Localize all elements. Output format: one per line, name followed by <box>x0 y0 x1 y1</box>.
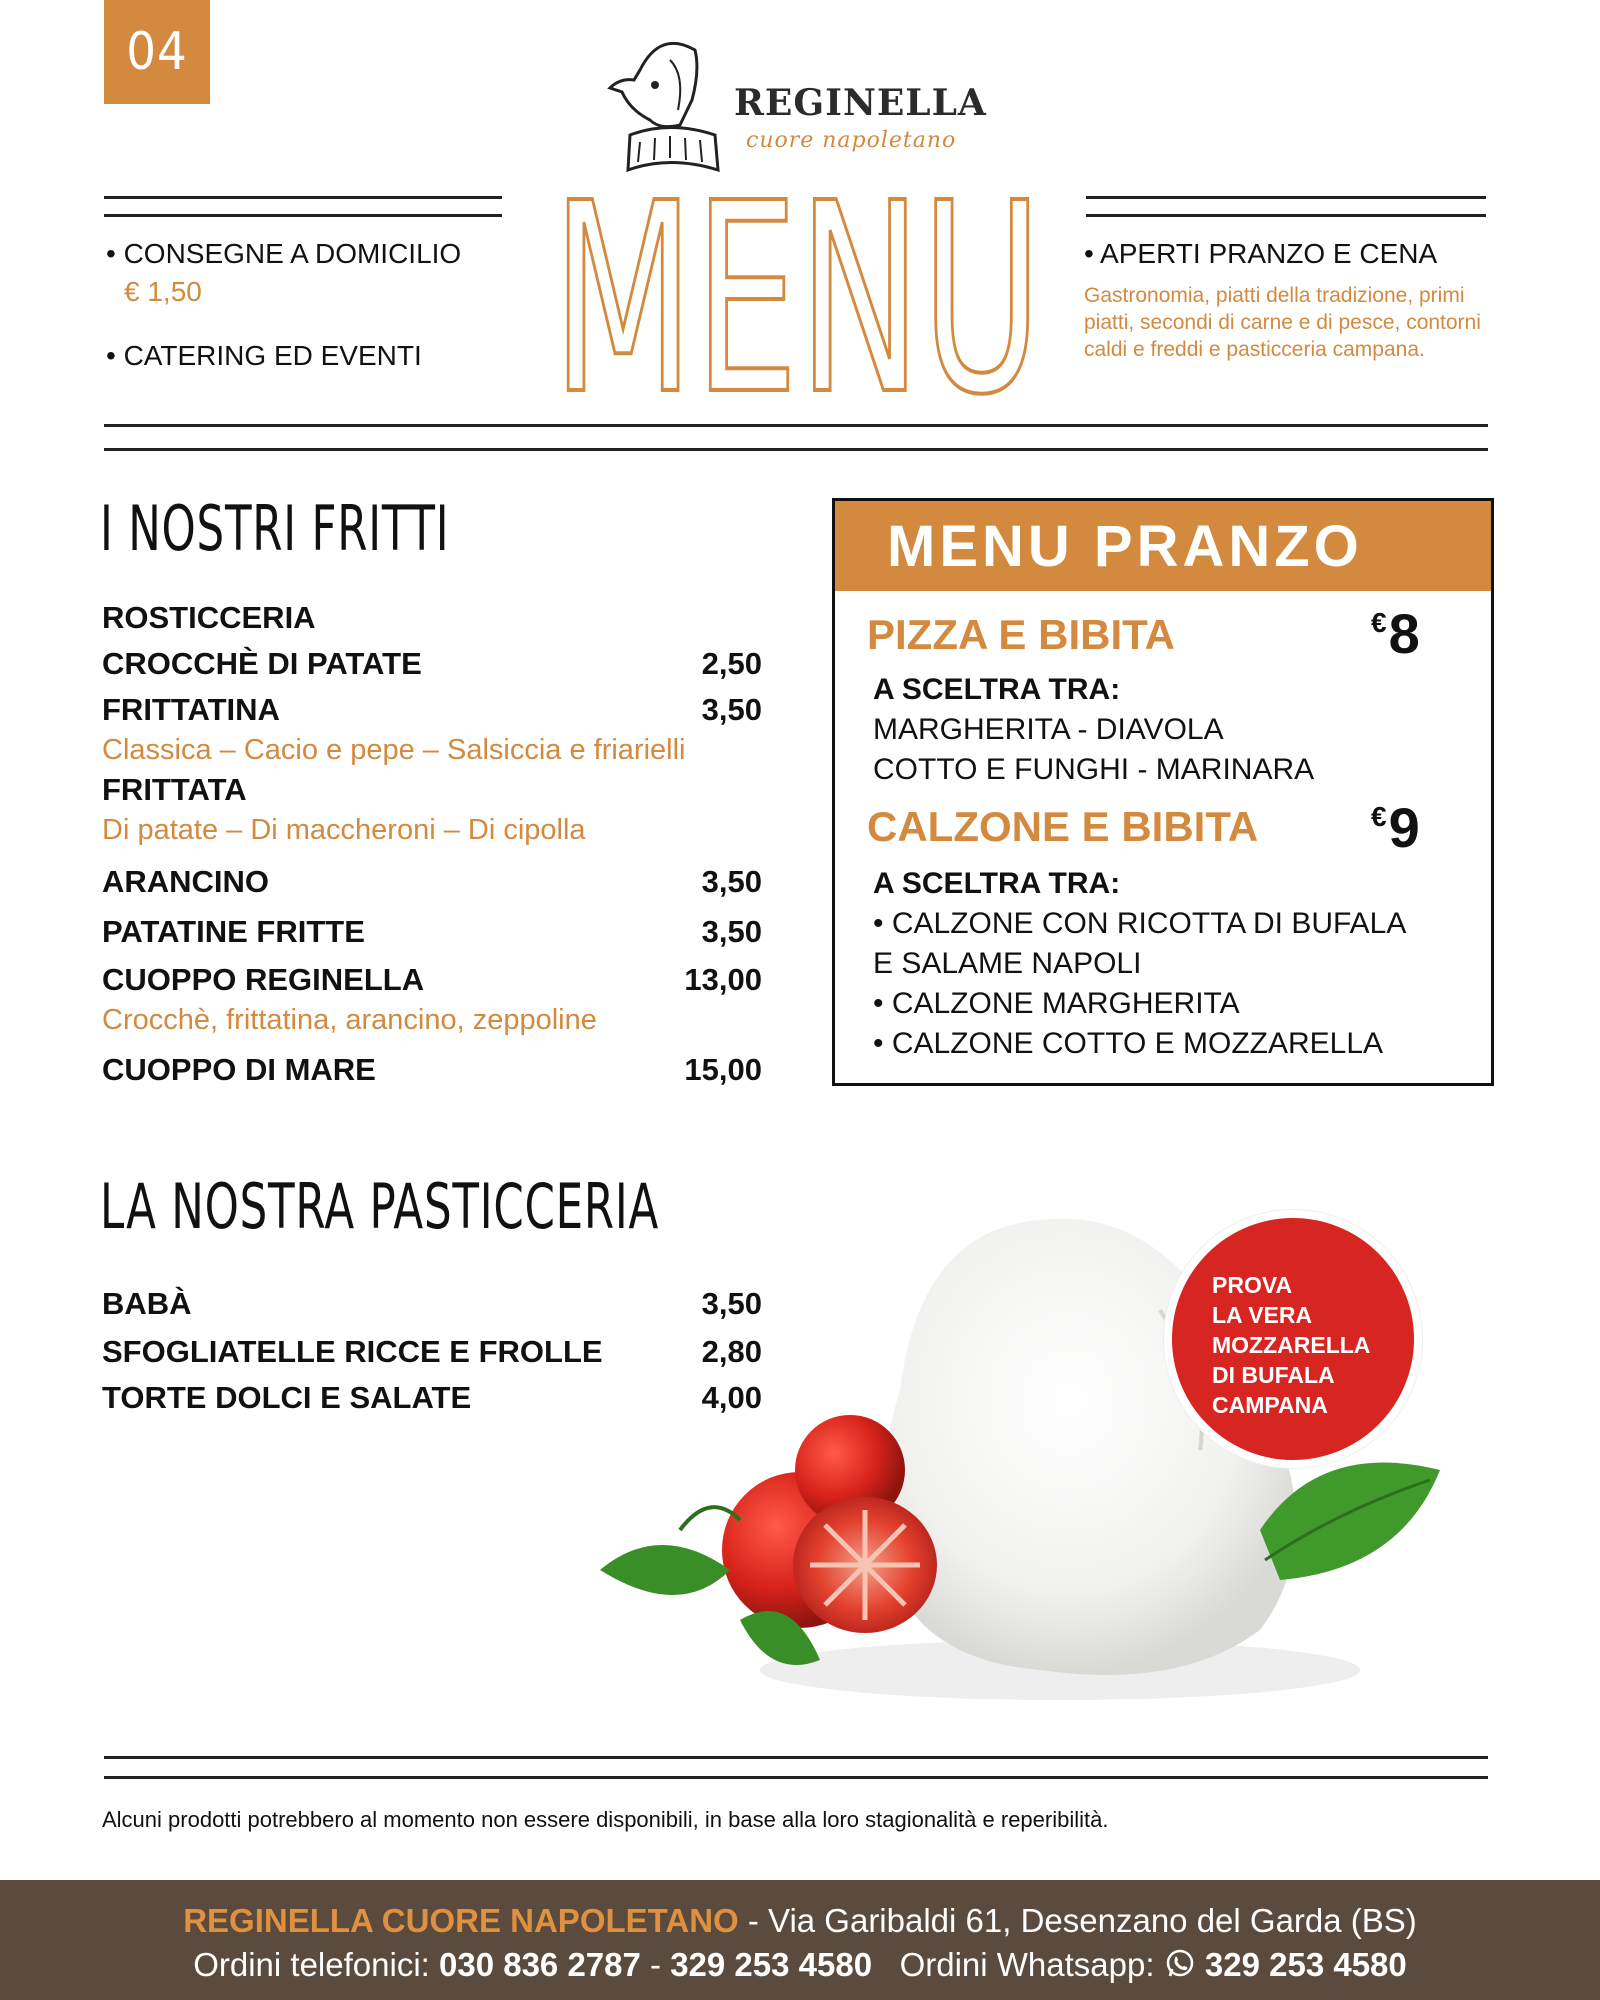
lunch-menu-title: MENU PRANZO <box>835 501 1491 591</box>
combo-option: • CALZONE MARGHERITA <box>873 987 1240 1020</box>
left-info <box>106 238 506 378</box>
footer-brand: REGINELLA CUORE NAPOLETANO <box>183 1902 739 1939</box>
rule-bottom-2 <box>104 1776 1488 1779</box>
logo-name: REGINELLA <box>734 82 987 124</box>
combo-name: PIZZA E BIBITA <box>867 611 1175 658</box>
svg-text:MENU: MENU <box>552 186 1042 400</box>
menu-item-note: Di patate – Di maccheroni – Di cipolla <box>102 814 586 846</box>
rule-bottom <box>104 1756 1488 1759</box>
fritti-title: I NOSTRI FRITTI <box>100 492 450 565</box>
rule-top-left-2 <box>104 214 502 217</box>
menu-item: TORTE DOLCI E SALATE 4,00 <box>102 1380 762 1415</box>
phone-link[interactable]: 329 253 4580 <box>670 1946 873 1983</box>
right-info <box>1084 238 1494 363</box>
combo-option: COTTO E FUNGHI - MARINARA <box>873 753 1315 786</box>
combo-name: CALZONE E BIBITA <box>867 803 1259 850</box>
footer-address: - Via Garibaldi 61, Desenzano del Garda (BS) <box>738 1902 1417 1939</box>
menu-item: FRITTATA <box>102 772 247 807</box>
delivery-price: € 1,50 <box>124 276 202 307</box>
footer-address-line <box>0 1902 1600 1940</box>
combo-option: • CALZONE CON RICOTTA DI BUFALA <box>873 907 1407 940</box>
menu-item: CUOPPO DI MARE 15,00 <box>102 1052 762 1087</box>
pasticceria-title: LA NOSTRA PASTICCERIA <box>100 1170 660 1243</box>
whatsapp-number[interactable]: 329 253 4580 <box>1204 1946 1407 1983</box>
rule-header-bottom <box>104 424 1488 427</box>
menu-title <box>544 186 1050 400</box>
lunch-menu-box <box>832 498 1494 1086</box>
menu-item: PATATINE FRITTE 3,50 <box>102 914 762 949</box>
menu-item-note: Classica – Cacio e pepe – Salsiccia e friarielli <box>102 734 686 766</box>
delivery-text: • CONSEGNE A DOMICILIO <box>106 238 462 269</box>
menu-item: CROCCHÈ DI PATATE 2,50 <box>102 646 762 681</box>
combo-price: €9 <box>1371 796 1420 859</box>
restaurant-description: Gastronomia, piatti della tradizione, primi piatti, secondi di carne e di pesce, contorni caldi e freddi e pasticceria campana. <box>1084 284 1481 361</box>
footer-contacts-line: Ordini telefonici: 030 836 2787 - 329 253 4580 Ordini Whatsapp: 329 253 4580 <box>193 1946 1407 1983</box>
phone-link[interactable]: 030 836 2787 <box>439 1946 641 1983</box>
pulcinella-logo-icon <box>600 30 740 180</box>
menu-item: CUOPPO REGINELLA 13,00 <box>102 962 762 997</box>
fritti-category: ROSTICCERIA <box>102 600 316 635</box>
menu-item: FRITTATINA 3,50 <box>102 692 762 727</box>
logo <box>600 30 987 180</box>
rule-top-left <box>104 196 502 199</box>
promo-badge: PROVA LA VERA MOZZARELLA DI BUFALA CAMPANA <box>1164 1210 1422 1468</box>
combo-option: • CALZONE COTTO E MOZZARELLA <box>873 1027 1384 1060</box>
opening-hours: • APERTI PRANZO E CENA <box>1084 238 1438 269</box>
page-number-badge: 04 <box>104 0 210 104</box>
logo-tagline: cuore napoletano <box>746 128 957 153</box>
menu-item: SFOGLIATELLE RICCE E FROLLE 2,80 <box>102 1334 762 1369</box>
rule-top-right-2 <box>1086 214 1486 217</box>
combo-choose-label: A SCELTRA TRA: <box>873 867 1121 900</box>
footer <box>0 1880 1600 2000</box>
combo-option: MARGHERITA - DIAVOLA <box>873 713 1224 746</box>
combo-price: €8 <box>1371 602 1420 665</box>
rule-top-right <box>1086 196 1486 199</box>
combo-option: E SALAME NAPOLI <box>873 947 1142 980</box>
combo-choose-label: A SCELTRA TRA: <box>873 673 1121 706</box>
menu-item: BABÀ 3,50 <box>102 1286 762 1321</box>
menu-item-note: Crocchè, frittatina, arancino, zeppoline <box>102 1004 597 1036</box>
catering-text: • CATERING ED EVENTI <box>106 340 422 371</box>
disclaimer: Alcuni prodotti potrebbero al momento non essere disponibili, in base alla loro stagionalità e reperibilità. <box>102 1807 1109 1832</box>
menu-item: ARANCINO 3,50 <box>102 864 762 899</box>
rule-header-bottom-2 <box>104 448 1488 451</box>
whatsapp-icon <box>1164 1948 1196 1980</box>
